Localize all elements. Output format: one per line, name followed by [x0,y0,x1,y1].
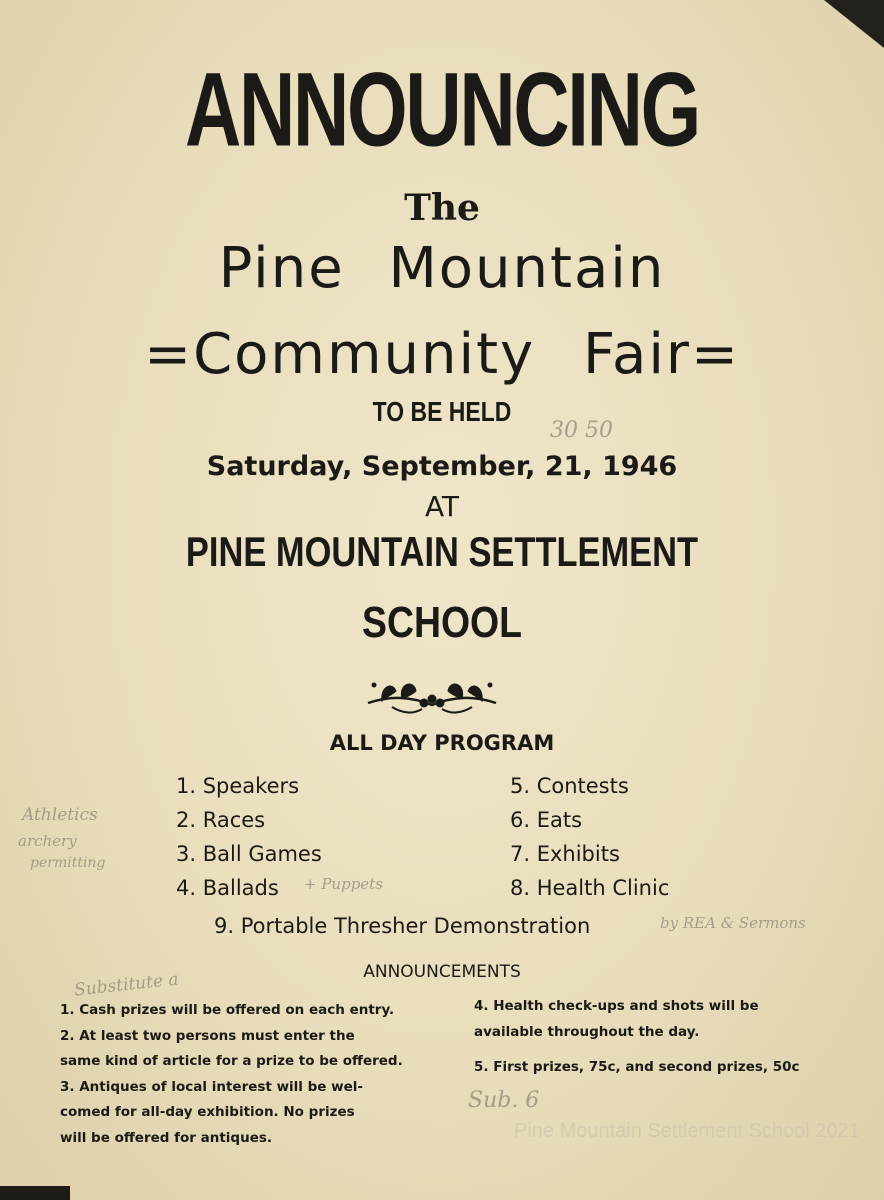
program-item: 7. Exhibits [510,842,620,866]
headline: ANNOUNCING [185,50,699,169]
announcements-title: ANNOUNCEMENTS [363,962,521,982]
venue-line1: PINE MOUNTAIN SETTLEMENT [185,528,699,575]
announcement-line: will be offered for antiques. [60,1129,273,1146]
line-at: AT [424,490,460,523]
announcement-line: same kind of article for a prize to be offered. [60,1053,403,1069]
handwritten-margin-note-3: permitting [30,855,106,871]
line-the: The [404,187,480,229]
program-list-left [176,769,322,905]
announcement-line: available throughout the day. [474,1023,700,1040]
program-item: 2. Races [176,808,266,832]
program-item: 6. Eats [510,808,583,832]
program-item: 5. Contests [510,774,629,798]
announcement-line: 4. Health check-ups and shots will be [474,998,759,1014]
announcement-line: comed for all-day exhibition. No prizes [60,1104,355,1120]
announcement-line: 5. First prizes, 75c, and second prizes, 50c [474,1059,800,1075]
event-date: Saturday, September, 21, 1946 [206,451,678,482]
announcement-line: 2. At least two persons must enter the [60,1027,355,1044]
announcement-line: 3. Antiques of local interest will be wel- [60,1078,363,1095]
announcements-left [60,998,403,1151]
watermark: Pine Mountain Settlement School 2021 [514,1120,860,1142]
torn-edge [0,1186,70,1200]
program-title: ALL DAY PROGRAM [329,731,555,755]
program-item: 8. Health Clinic [510,876,670,900]
event-name-line1: Pine Mountain [218,236,666,301]
announcement-line: 1. Cash prizes will be offered on each entry. [60,1002,395,1018]
handwritten-substitute-note: Substitute a [73,969,180,1001]
handwritten-date-correction: 30 50 [550,418,613,443]
to-be-held: TO BE HELD [372,396,512,427]
announcements-right [474,994,800,1081]
floral-ornament [362,673,502,719]
program-item-9: 9. Portable Thresher Demonstration [214,914,591,938]
program-list-right [510,769,669,905]
program-item: 3. Ball Games [176,842,322,866]
handwritten-bottom-note: Sub. 6 [468,1088,540,1113]
torn-corner [824,0,884,48]
event-name-line2: =Community Fair= [144,322,740,387]
venue-line2: SCHOOL [361,598,522,647]
handwritten-margin-note-2: archery [18,832,77,850]
handwritten-margin-note: Athletics [22,805,98,825]
program-item: 1. Speakers [176,774,300,798]
handwritten-ballads-note: + Puppets [304,875,383,893]
handwritten-thresher-note: by REA & Sermons [660,914,806,932]
program-item: 4. Ballads [176,876,279,900]
